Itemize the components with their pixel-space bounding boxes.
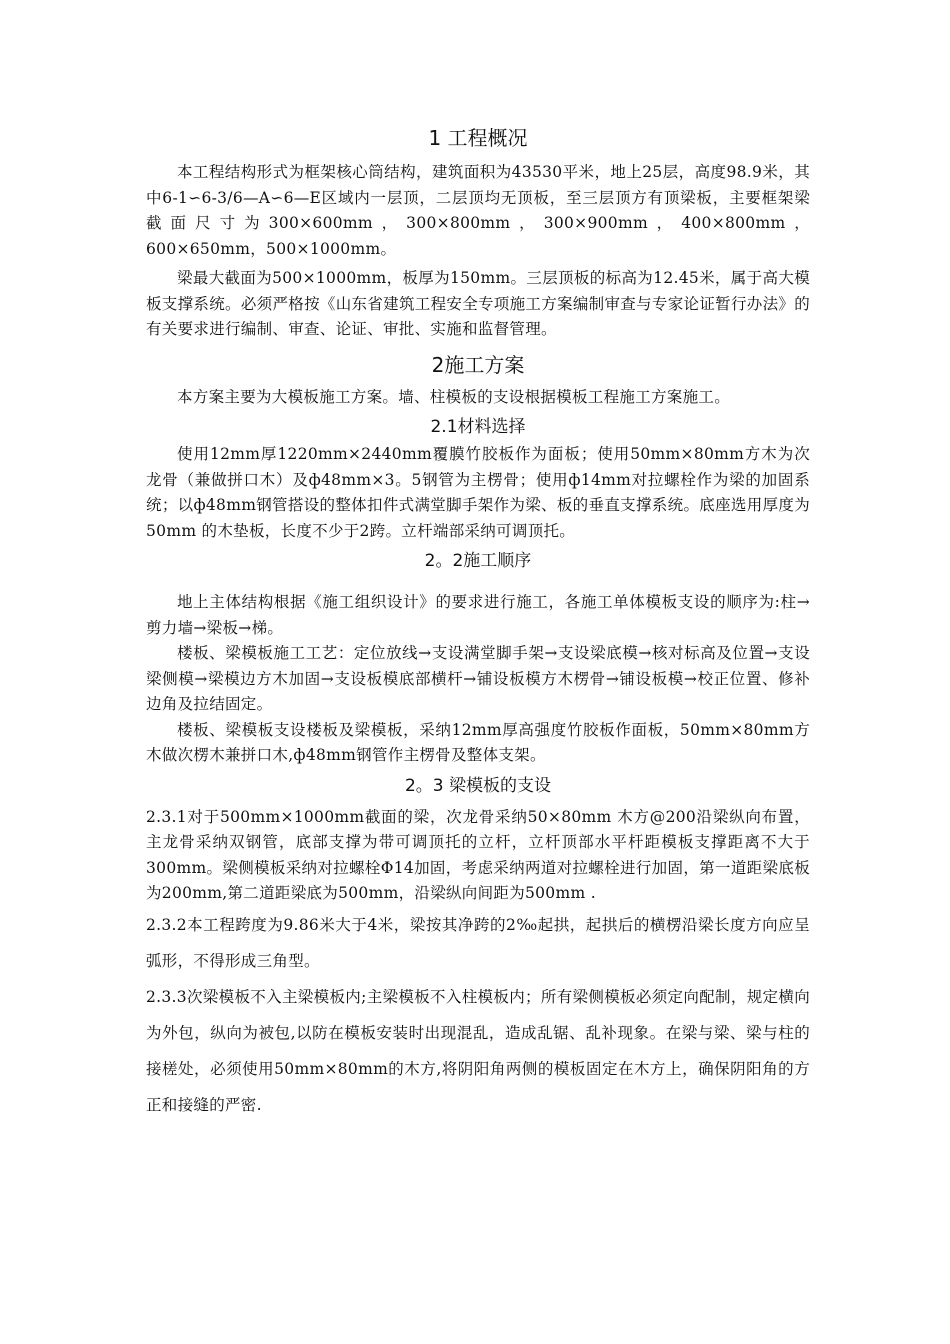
paragraph-overview-1: 本工程结构形式为框架核心筒结构，建筑面积为43530平米，地上25层，高度98.9米，其中6-1∽6-3/6—A∽6—E区域内一层顶，二层顶均无顶板，至三层顶方有顶梁板，主要框架梁截面尺寸为300×600mm，300×800mm，300×900mm，400×800mm，600×650mm，500×1000mm。 [146,163,810,258]
paragraph-beam-2-3-1: 2.3.1对于500mm×1000mm截面的梁，次龙骨采纳50×80mm 木方@200沿梁纵向布置，主龙骨采纳双钢管，底部支撑为带可调顶托的立杆，立杆顶部水平杆距模板支撑距离不大于300mm。梁侧模板采纳对拉螺栓Φ14加固，考虑采纳两道对拉螺栓进行加固，第一道距梁底板为200mm,第二道距梁底为500mm，沿梁纵向间距为500mm . [146,807,810,902]
heading-construction-plan: 2施工方案 [431,352,525,377]
document-page [146,118,810,1123]
paragraph-plan-1: 本方案主要为大模板施工方案。墙、柱模板的支设根据模板工程施工方案施工。 [177,387,731,406]
paragraph-sequence-2: 楼板、梁模板施工工艺：定位放线→支设满堂脚手架→支设梁底模→核对标高及位置→支设梁侧模→梁模边方木加固→支设板模底部横杆→铺设板模方木楞骨→铺设板模→校正位置、修补边角及拉结固定。 [146,644,810,713]
paragraph-sequence-3: 楼板、梁模板支设楼板及梁模板，采纳12mm厚高强度竹胶板作面板，50mm×80mm方木做次楞木兼拼口木,ф48mm钢管作主楞骨及整体支架。 [146,720,810,764]
paragraph-sequence-1: 地上主体结构根据《施工组织设计》的要求进行施工，各施工单体模板支设的顺序为:柱→剪力墙→梁板→梯。 [146,593,810,637]
section-construction-plan [146,345,810,411]
heading-project-overview: 1 工程概况 [428,126,528,150]
heading-material-selection: 2.1材料选择 [430,417,526,437]
section-material-selection [146,412,810,544]
section-beam-formwork [146,771,810,1123]
section-construction-sequence [146,546,810,769]
paragraph-beam-2-3-2: 2.3.2本工程跨度为9.86米大于4米，梁按其净跨的2‰起拱，起拱后的横楞沿梁长度方向应呈弧形，不得形成三角型。 [146,915,810,970]
heading-beam-formwork: 2。3 梁模板的支设 [404,775,552,796]
section-project-overview [146,118,810,343]
paragraph-beam-2-3-3: 2.3.3次梁模板不入主梁模板内;主梁模板不入柱模板内；所有梁侧模板必须定向配制，规定横向为外包，纵向为被包,以防在模板安装时出现混乱，造成乱锯、乱补现象。在梁与梁、梁与柱的接槎处，必须使用50mm×80mm的木方,将阴阳角两侧的模板固定在木方上，确保阴阳角的方正和接缝的严密. [146,987,810,1114]
paragraph-overview-2: 梁最大截面为500×1000mm，板厚为150mm。三层顶板的标高为12.45米，属于高大模板支撑系统。必须严格按《山东省建筑工程安全专项施工方案编制审查与专家论证暂行办法》的有关要求进行编制、审查、论证、审批、实施和监督管理。 [146,269,810,338]
paragraph-material-1: 使用12mm厚1220mm×2440mm覆膜竹胶板作为面板；使用50mm×80mm方木为次龙骨（兼做拼口木）及ф48mm×3。5钢管为主楞骨；使用ф14mm对拉螺栓作为梁的加固系统；以ф48mm钢管搭设的整体扣件式满堂脚手架作为梁、板的垂直支撑系统。底座选用厚度为50mm 的木垫板，长度不少于2跨。立杆端部采纳可调顶托。 [146,445,810,540]
heading-construction-sequence: 2。2施工顺序 [424,551,532,571]
